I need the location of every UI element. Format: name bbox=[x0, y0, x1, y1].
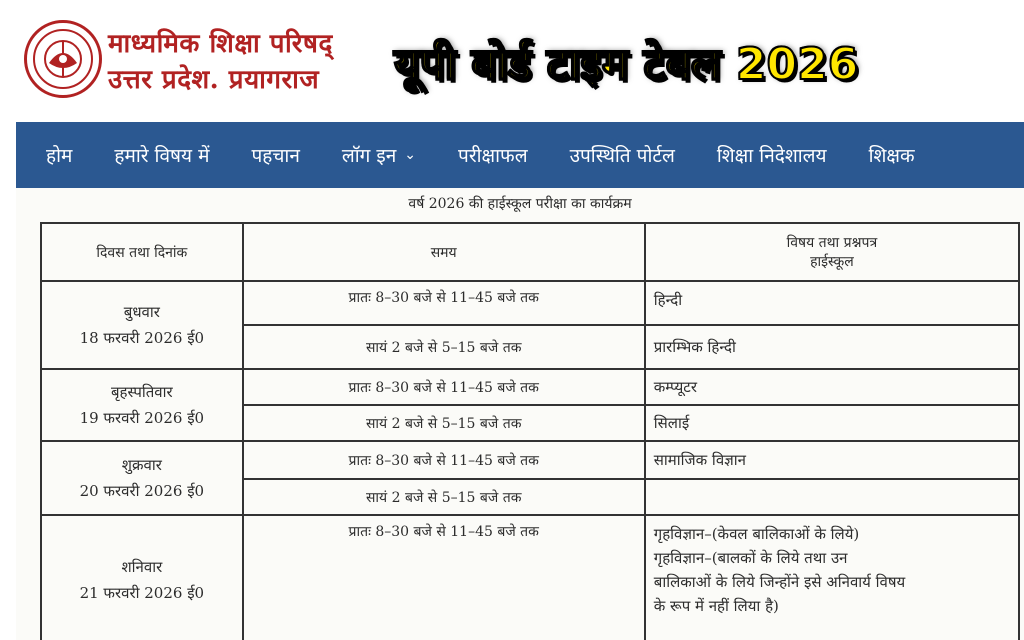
nav-login[interactable] bbox=[342, 142, 416, 168]
exam-timetable bbox=[40, 222, 1020, 640]
header-time: समय bbox=[243, 223, 645, 281]
day-date-cell bbox=[41, 281, 243, 369]
nav-label: होम bbox=[46, 145, 73, 167]
time-cell: सायं 2 बजे से 5–15 बजे तक bbox=[243, 405, 645, 441]
nav-label: शिक्षा निदेशालय bbox=[716, 145, 827, 167]
table-row bbox=[41, 515, 1019, 640]
header-subject bbox=[645, 223, 1019, 281]
subject-text: प्रारम्भिक हिन्दी bbox=[653, 338, 736, 356]
table-header-row bbox=[41, 223, 1019, 281]
subject-cell bbox=[645, 281, 1019, 325]
nav-label: पहचान bbox=[251, 145, 300, 167]
nav-label: परीक्षाफल bbox=[458, 145, 528, 167]
nav-attendance-portal[interactable] bbox=[570, 142, 675, 168]
time-cell: प्रातः 8–30 बजे से 11–45 बजे तक bbox=[243, 369, 645, 405]
table-row bbox=[41, 281, 1019, 325]
subject-cell bbox=[645, 325, 1019, 369]
table-row bbox=[41, 441, 1019, 479]
nav-home[interactable] bbox=[46, 142, 72, 168]
nav-label: हमारे विषय में bbox=[114, 145, 210, 167]
subject-text: गृहविज्ञान–(केवल बालिकाओं के लिये) bbox=[653, 525, 860, 543]
board-logo[interactable] bbox=[24, 20, 102, 98]
header-subject-line2: हाईस्कूल bbox=[810, 254, 854, 270]
chevron-down-icon: ⌄ bbox=[404, 147, 417, 163]
document-title: वर्ष 2026 की हाईस्कूल परीक्षा का कार्यक्रम bbox=[408, 196, 632, 212]
main-nav bbox=[16, 122, 1024, 188]
subject-text: गृहविज्ञान–(बालकों के लिये तथा उन bbox=[653, 549, 848, 567]
header-subject-line1: विषय तथा प्रश्नपत्र bbox=[786, 235, 878, 251]
subject-text: बालिकाओं के लिये जिन्होंने इसे अनिवार्य विषय bbox=[653, 573, 906, 591]
time-cell: सायं 2 बजे से 5–15 बजे तक bbox=[243, 325, 645, 369]
subject-text: सामाजिक विज्ञान bbox=[653, 451, 746, 469]
time-cell: प्रातः 8–30 बजे से 11–45 बजे तक bbox=[243, 515, 645, 640]
exam-date: 21 फरवरी 2026 ई0 bbox=[79, 584, 205, 602]
subject-text: हिन्दी bbox=[653, 291, 683, 309]
time-cell: प्रातः 8–30 बजे से 11–45 बजे तक bbox=[243, 281, 645, 325]
subject-text: सिलाई bbox=[653, 414, 690, 432]
day-name: बुधवार bbox=[123, 303, 160, 321]
subject-cell bbox=[645, 369, 1019, 405]
headline-banner: यूपी बोर्ड टाइम टेबल 2026 bbox=[394, 39, 859, 90]
subject-cell bbox=[645, 479, 1019, 515]
day-name: शनिवार bbox=[121, 558, 163, 576]
day-date-cell bbox=[41, 369, 243, 441]
day-name: शुक्रवार bbox=[121, 456, 162, 474]
subject-text: कम्प्यूटर bbox=[653, 378, 697, 396]
time-cell: सायं 2 बजे से 5–15 बजे तक bbox=[243, 479, 645, 515]
site-header bbox=[0, 0, 1024, 120]
nav-identity[interactable] bbox=[251, 142, 299, 168]
nav-label: शिक्षक bbox=[868, 145, 915, 167]
subject-cell bbox=[645, 441, 1019, 479]
org-name-line2: उत्तर प्रदेश. प्रयागराज bbox=[108, 65, 320, 95]
nav-teacher[interactable] bbox=[869, 142, 915, 168]
day-date-cell bbox=[41, 515, 243, 640]
header-day-date: दिवस तथा दिनांक bbox=[41, 223, 243, 281]
exam-date: 18 फरवरी 2026 ई0 bbox=[79, 329, 205, 347]
exam-date: 20 फरवरी 2026 ई0 bbox=[79, 482, 205, 500]
nav-label: लॉग इन bbox=[341, 145, 397, 167]
subject-cell bbox=[645, 405, 1019, 441]
nav-results[interactable] bbox=[458, 142, 528, 168]
board-emblem-icon bbox=[27, 23, 105, 101]
day-date-cell bbox=[41, 441, 243, 515]
nav-label: उपस्थिति पोर्टल bbox=[569, 145, 675, 167]
exam-date: 19 फरवरी 2026 ई0 bbox=[79, 409, 205, 427]
org-name bbox=[108, 26, 333, 98]
time-cell: प्रातः 8–30 बजे से 11–45 बजे तक bbox=[243, 441, 645, 479]
timetable-document bbox=[16, 188, 1024, 640]
table-row bbox=[41, 369, 1019, 405]
nav-education-directorate[interactable] bbox=[717, 142, 827, 168]
day-name: बृहस्पतिवार bbox=[110, 383, 173, 401]
org-name-line1: माध्यमिक शिक्षा परिषद् bbox=[108, 29, 333, 59]
nav-about[interactable] bbox=[114, 142, 209, 168]
subject-cell bbox=[645, 515, 1019, 640]
subject-text: के रूप में नहीं लिया है) bbox=[653, 597, 779, 615]
